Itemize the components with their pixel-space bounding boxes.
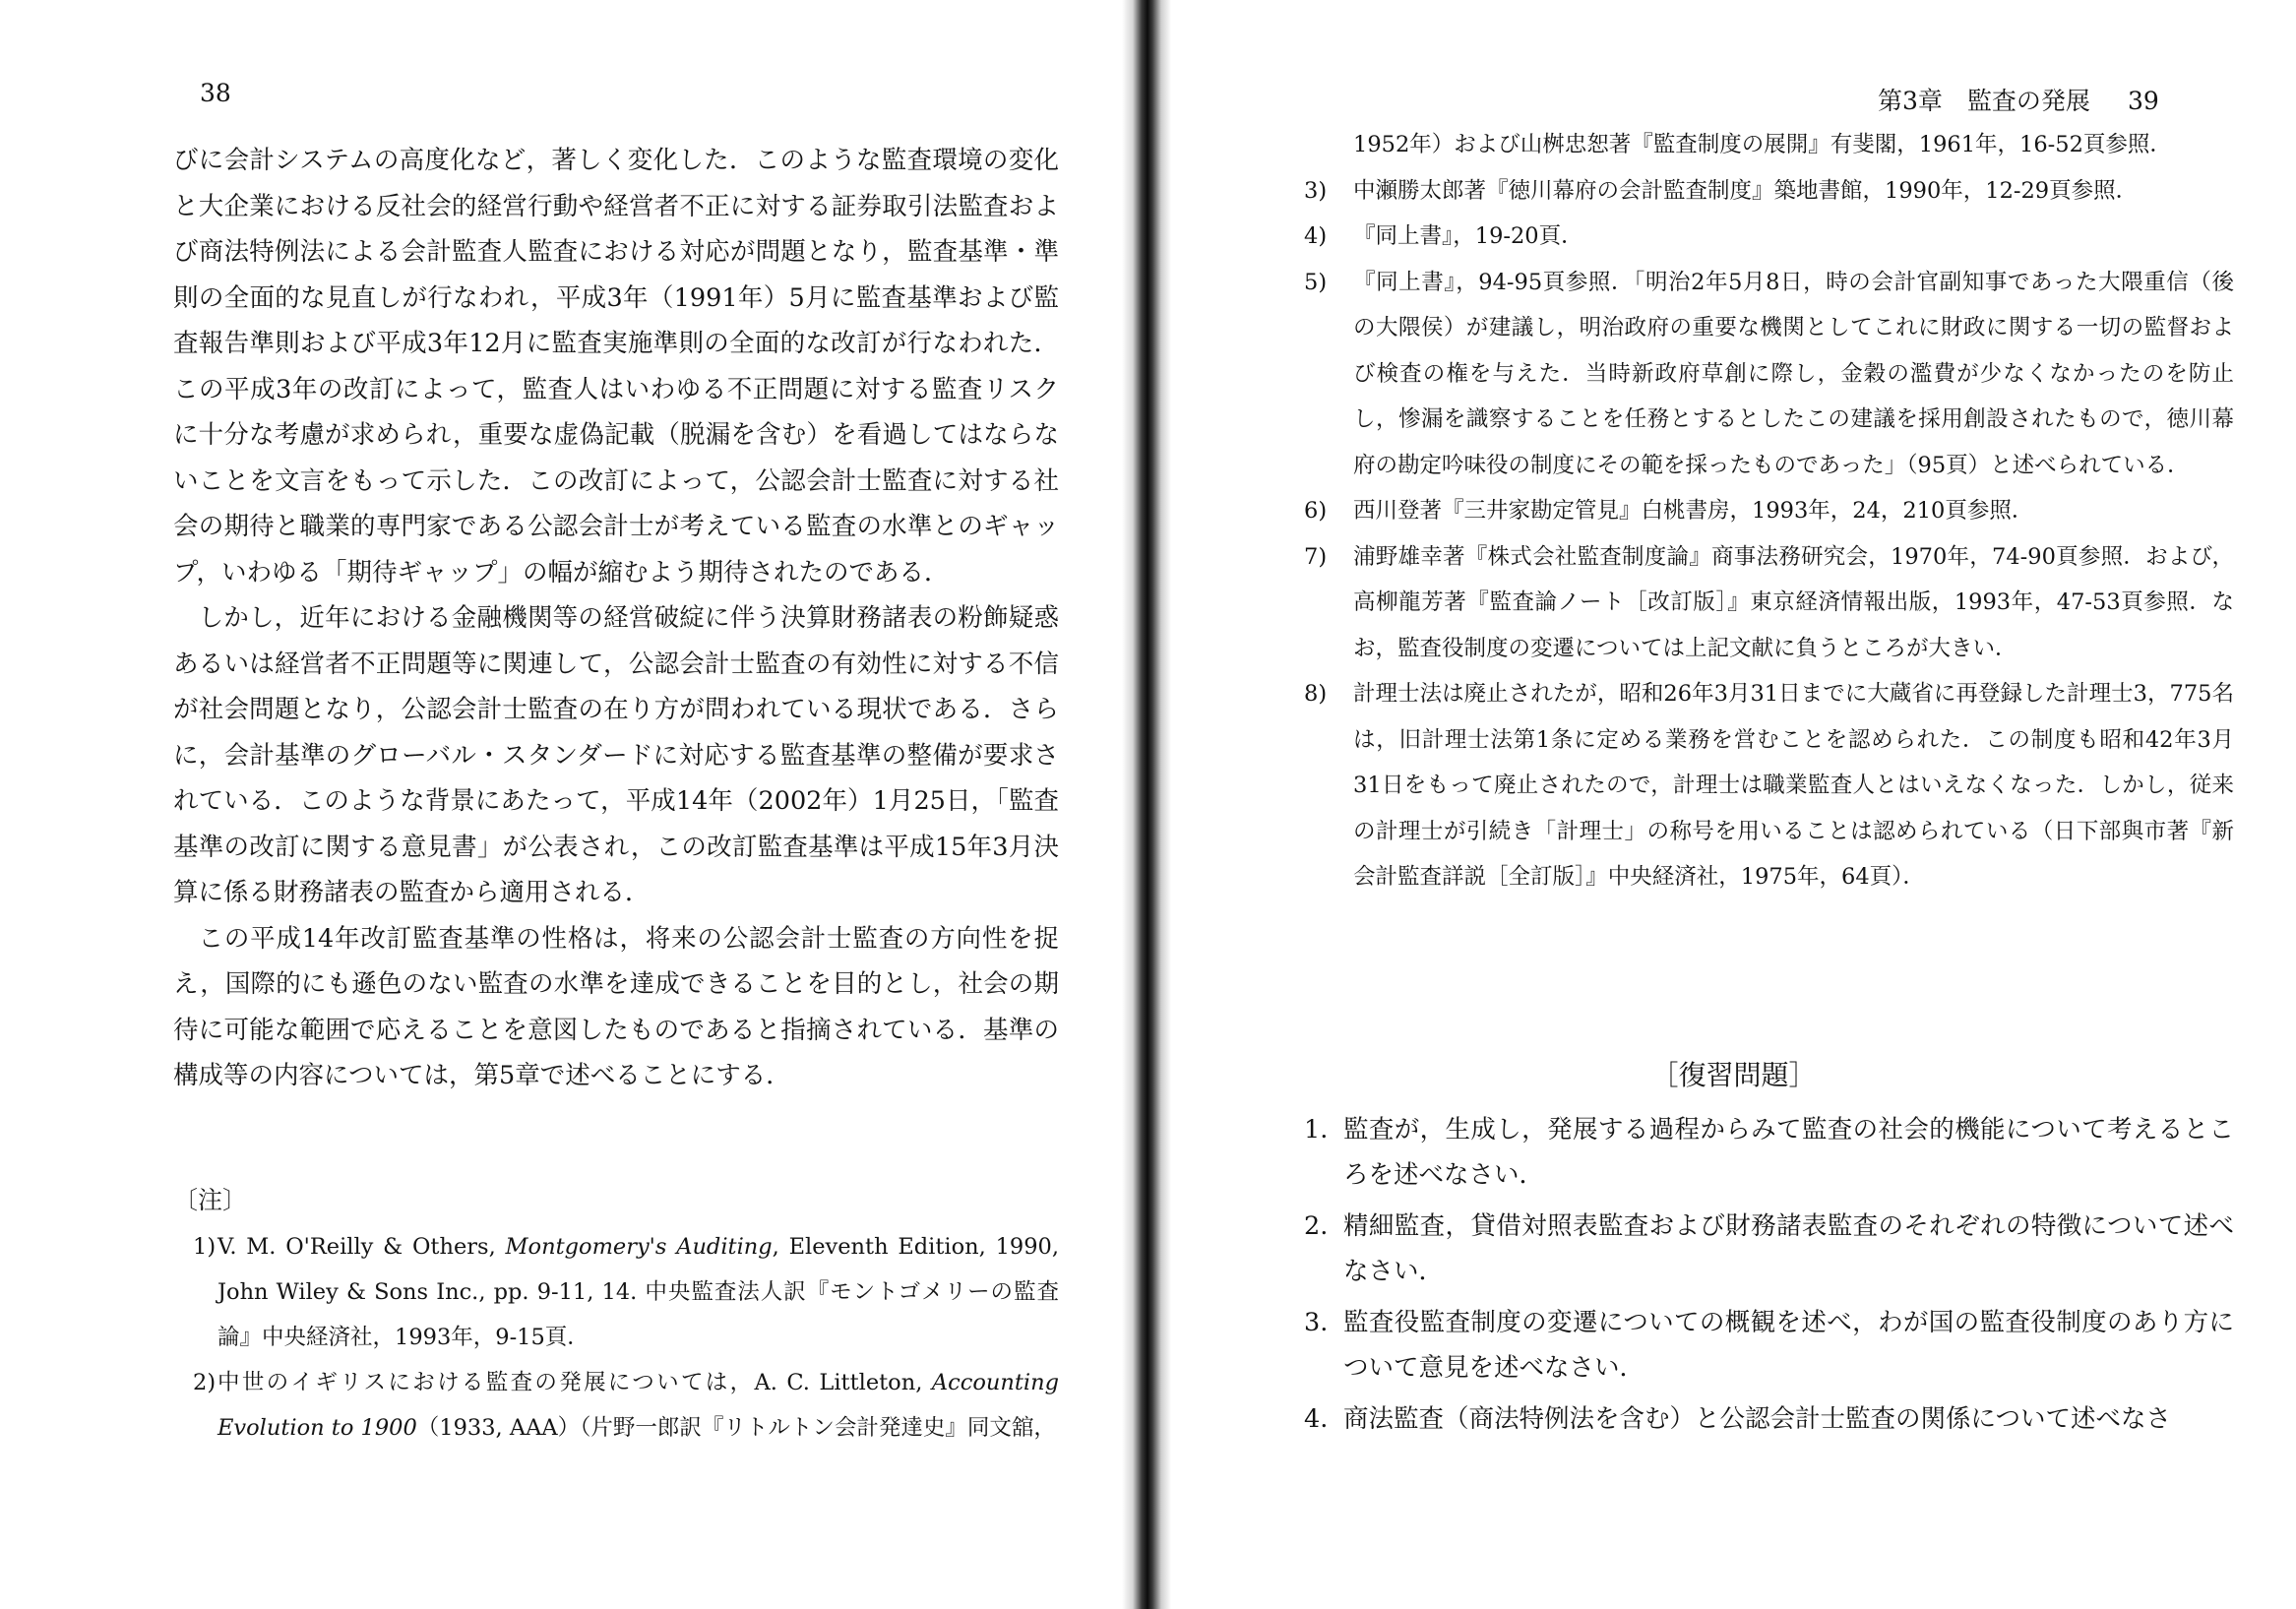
question-item (1304, 1300, 2234, 1391)
page-number-right: 39 (2128, 87, 2159, 115)
question-text: 商法監査（商法特例法を含む）と公認会計士監査の関係について述べなさ (1343, 1404, 2171, 1434)
notes-continued (1304, 122, 2234, 900)
note-text: （1933, AAA）（片野一郎訳『リトルトン会計発達史』同文舘， (416, 1415, 1056, 1441)
notes-section (173, 1183, 1059, 1451)
note-item (173, 1224, 1059, 1360)
note-item (1304, 214, 2234, 260)
paragraph: この平成14年改訂監査基準の性格は，将来の公認会計士監査の方向性を捉え，国際的にも遜色のない監査の水準を達成できることを目的とし，社会の期待に可能な範囲で応えることを意図したものであると指摘されている．基準の構成等の内容については，第5章で述べることにする． (173, 923, 1059, 1090)
review-questions (1304, 1107, 2234, 1448)
note-number: 5) (1304, 269, 1328, 295)
question-item (1304, 1396, 2234, 1442)
note-item (1304, 168, 2234, 215)
note-text: , Eleventh Edition, 1990, John Wiley & Sons Inc., pp. 9-11, 14. 中央監査法人訳『モントゴメリーの監査論』中央経済社，1993年，9-15頁． (217, 1234, 1059, 1350)
right-page (1171, 0, 2296, 1609)
review-title: ［復習問題］ (1650, 1059, 1817, 1091)
note-item (1304, 260, 2234, 489)
question-number: 4. (1304, 1404, 1329, 1434)
question-text: 監査が，生成し，発展する過程からみて監査の社会的機能について考えるところを述べなさい． (1343, 1115, 2234, 1190)
note-item (173, 1360, 1059, 1451)
note-number: 6) (1304, 498, 1328, 524)
question-number: 1. (1304, 1115, 1329, 1145)
note-text: 西川登著『三井家勘定管見』白桃書房，1993年，24，210頁参照． (1353, 498, 2034, 524)
paragraph: びに会計システムの高度化など，著しく変化した．このような監査環境の変化と大企業における反社会的経営行動や経営者不正に対する証券取引法監査および商法特例法による会計監査人監査における対応が問題となり，監査基準・準則の全面的な見直しが行なわれ，平成3年（1991年）5月に監査基準および監査報告準則および平成3年12月に監査実施準則の全面的な改訂が行なわれた．この平成3年の改訂によって，監査人はいわゆる不正問題に対する監査リスクに十分な考慮が求められ，重要な虚偽記載（脱漏を含む）を看過してはならないことを文言をもって示した．この改訂によって，公認会計士監査に対する社会の期待と職業的専門家である公認会計士が考えている監査の水準とのギャップ，いわゆる「期待ギャップ」の幅が縮むよう期待されたのである． (173, 146, 1059, 588)
paragraph: しかし，近年における金融機関等の経営破綻に伴う決算財務諸表の粉飾疑惑あるいは経営者不正問題等に関連して，公認会計士監査の有効性に対する不信が社会問題となり，公認会計士監査の在り方が問われている現状である．さらに，会計基準のグローバル・スタンダードに対応する監査基準の整備が要求されている．このような背景にあたって，平成14年（2002年）1月25日，「監査基準の改訂に関する意見書」が公表され，この改訂監査基準は平成15年3月決算に係る財務諸表の監査から適用される． (173, 603, 1059, 907)
note-number: 3) (1304, 177, 1328, 204)
note-text: 1952年）および山桝忠恕著『監査制度の展開』有斐閣，1961年，16-52頁参照． (1353, 132, 2172, 157)
note-text: 中瀬勝太郎著『徳川幕府の会計監査制度』築地書館，1990年，12-29頁参照． (1353, 177, 2139, 204)
notes-heading: 〔注〕 (173, 1186, 248, 1214)
note-number: 1) (193, 1234, 217, 1260)
note-title-italic: Accounting Evolution to 1900 (217, 1370, 1059, 1441)
question-item (1304, 1204, 2234, 1294)
note-title-italic: Montgomery's Auditing (505, 1234, 773, 1260)
note-text: 浦野雄幸著『株式会社監査制度論』商事法務研究会，1970年，74-90頁参照．および，高柳龍芳著『監査論ノート［改訂版］』東京経済情報出版，1993年，47-53頁参照．なお，監査役制度の変遷については上記文献に負うところが大きい． (1353, 543, 2234, 661)
question-text: 監査役監査制度の変遷についての概観を述べ，わが国の監査役制度のあり方について意見を述べなさい． (1343, 1308, 2234, 1383)
note-number: 2) (193, 1370, 217, 1395)
question-text: 精細監査，貸借対照表監査および財務諸表監査のそれぞれの特徴について述べなさい． (1343, 1211, 2234, 1286)
left-page (0, 0, 1122, 1609)
note-text: 計理士法は廃止されたが，昭和26年3月31日までに大蔵省に再登録した計理士3，775名は，旧計理士法第1条に定める業務を営むことを認められた．この制度も昭和42年3月31日をもって廃止されたので，計理士は職業監査人とはいえなくなった．しかし，従来の計理士が引続き「計理士」の称号を用いることは認められている（日下部與市著『新会計監査詳説［全訂版］』中央経済社，1975年，64頁）． (1353, 681, 2234, 890)
note-number: 4) (1304, 223, 1328, 249)
note-text: 中世のイギリスにおける監査の発展については，A. C. Littleton, (217, 1370, 932, 1395)
note-text: 『同上書』，94-95頁参照．「明治2年5月8日，時の会計官副知事であった大隈重信（後の大隈侯）が建議し，明治政府の重要な機関としてこれに財政に関する一切の監督および検査の権を与えた．当時新政府草創に際し，金穀の濫費が少なくなかったのを防止し，惨漏を識察することを任務とするとしたこの建議を採用創設されたもので，徳川幕府の勘定吟味役の制度にその範を採ったものであった」（95頁）と述べられている． (1353, 269, 2234, 478)
note-item (1304, 122, 2234, 168)
book-gutter (1122, 0, 1171, 1609)
question-number: 2. (1304, 1211, 1329, 1241)
note-text: 『同上書』，19-20頁． (1353, 223, 1583, 249)
note-text: V. M. O'Reilly & Others, (217, 1234, 506, 1260)
note-item (1304, 488, 2234, 534)
running-head: 第3章 監査の発展 (1878, 87, 2090, 115)
question-number: 3. (1304, 1308, 1329, 1337)
page-number-left: 38 (200, 79, 231, 107)
note-item (1304, 671, 2234, 900)
note-number: 7) (1304, 543, 1328, 570)
note-number: 8) (1304, 681, 1328, 707)
note-item (1304, 534, 2234, 672)
body-text (173, 138, 1059, 1099)
question-item (1304, 1107, 2234, 1198)
